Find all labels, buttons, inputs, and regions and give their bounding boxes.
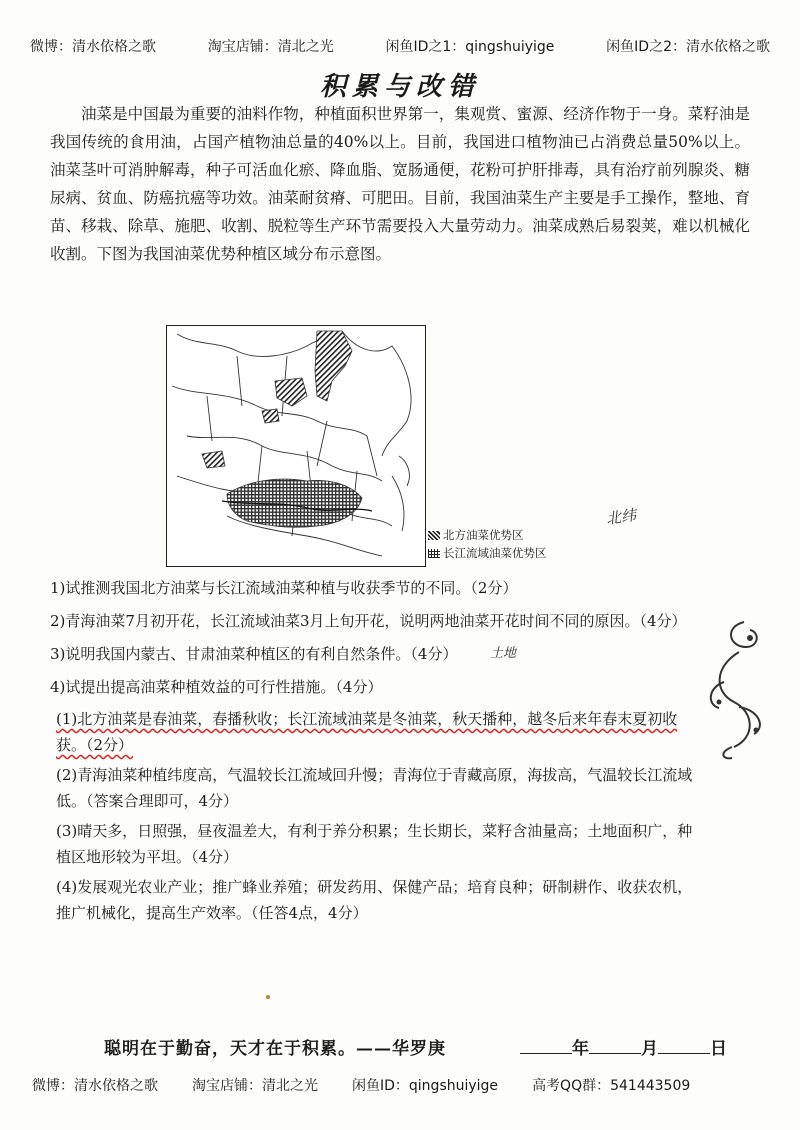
handwritten-note-land: 土地 (490, 646, 517, 661)
intro-paragraph: 油菜是中国最为重要的油料作物，种植面积世界第一，集观赏、蜜源、经济作物于一身。菜籽油是我国传统的食用油，占国产植物油总量的40%以上。目前，我国进口植物油已占消费总量50%以上。油菜茎叶可消肿解毒，种子可活血化瘀、降血脂、宽肠通便，花粉可护肝排毒，具有治疗前列腺炎、糖尿病、贫血、防癌抗癌等功效。油菜耐贫瘠、可肥田。目前，我国油菜生产主要是手工操作，整地、育苗、移栽、除草、施肥、收割、脱粒等生产环节需要投入大量劳动力。油菜成熟后易裂荚，难以机械化收割。下图为我国油菜优势种植区域分布示意图。 (50, 105, 750, 263)
hatch-swatch-icon (428, 531, 440, 540)
question-2: 2)青海油菜7月初开花，长江流域油菜3月上旬开花，说明两地油菜开花时间不同的原因。（4分） (50, 612, 687, 630)
date-line (520, 1034, 727, 1059)
footer-taobao: 淘宝店铺：清北之光 (192, 1078, 318, 1094)
year-label: 年 (572, 1039, 589, 1059)
footer-weibo: 微博：清水依格之歌 (32, 1078, 158, 1094)
header-weibo: 微博：清水依格之歌 (30, 39, 156, 55)
header-taobao: 淘宝店铺：清北之光 (207, 39, 334, 55)
day-label: 日 (710, 1039, 727, 1059)
header-bar (30, 36, 770, 56)
decorative-swirl-icon (684, 612, 774, 762)
motto-quote: 聪明在于勤奋，天才在于积累。——华罗庚 (104, 1039, 446, 1059)
footer-qq-group: 高考QQ群：541443509 (532, 1078, 691, 1094)
question-list (50, 572, 770, 704)
legend-yangtze-label: 长江流域油菜优势区 (443, 546, 547, 560)
grid-swatch-icon (428, 549, 440, 558)
header-xianyu-2: 闲鱼ID之2：清水依格之歌 (606, 39, 770, 55)
question-1: 1)试推测我国北方油菜与长江流域油菜种植与收获季节的不同。（2分） (50, 579, 518, 597)
map-legend (428, 526, 547, 562)
legend-north-label: 北方油菜优势区 (443, 528, 524, 542)
legend-north (428, 526, 547, 544)
question-4: 4)试提出提高油菜种植效益的可行性措施。（4分） (50, 678, 383, 696)
page-title: 积累与改错 (319, 72, 480, 102)
map-svg (167, 326, 425, 566)
legend-yangtze (428, 544, 547, 562)
footer-xianyu: 闲鱼ID：qingshuiyige (352, 1078, 499, 1094)
answer-3: (3)晴天多，日照强，昼夜温差大，有利于养分积累；生长期长，菜籽含油量高；土地面积广，种植区地形较为平坦。（4分） (56, 822, 693, 866)
header-xianyu-1: 闲鱼ID之1：qingshuiyige (385, 39, 555, 55)
speck (266, 995, 270, 999)
handwritten-note-latitude: 北纬 (604, 505, 638, 528)
answer-list (56, 706, 696, 930)
day-blank (658, 1039, 710, 1054)
question-3: 3)说明我国内蒙古、甘肃油菜种植区的有利自然条件。（4分） (50, 645, 458, 663)
month-label: 月 (641, 1039, 658, 1059)
footer-bar (32, 1075, 772, 1095)
year-blank (520, 1039, 572, 1054)
rapeseed-distribution-map (166, 325, 426, 567)
answer-1: (1)北方油菜是春油菜，春播秋收；长江流域油菜是冬油菜，秋天播种，越冬后来年春末夏初收获。（2分） (56, 710, 678, 754)
answer-2: (2)青海油菜种植纬度高，气温较长江流域回升慢；青海位于青藏高原，海拔高，气温较长江流域低。（答案合理即可，4分） (56, 766, 693, 810)
month-blank (589, 1039, 641, 1054)
answer-4: (4)发展观光农业产业；推广蜂业养殖；研发药用、保健产品；培育良种；研制耕作、收获农机，推广机械化，提高生产效率。（任答4点，4分） (56, 878, 693, 922)
